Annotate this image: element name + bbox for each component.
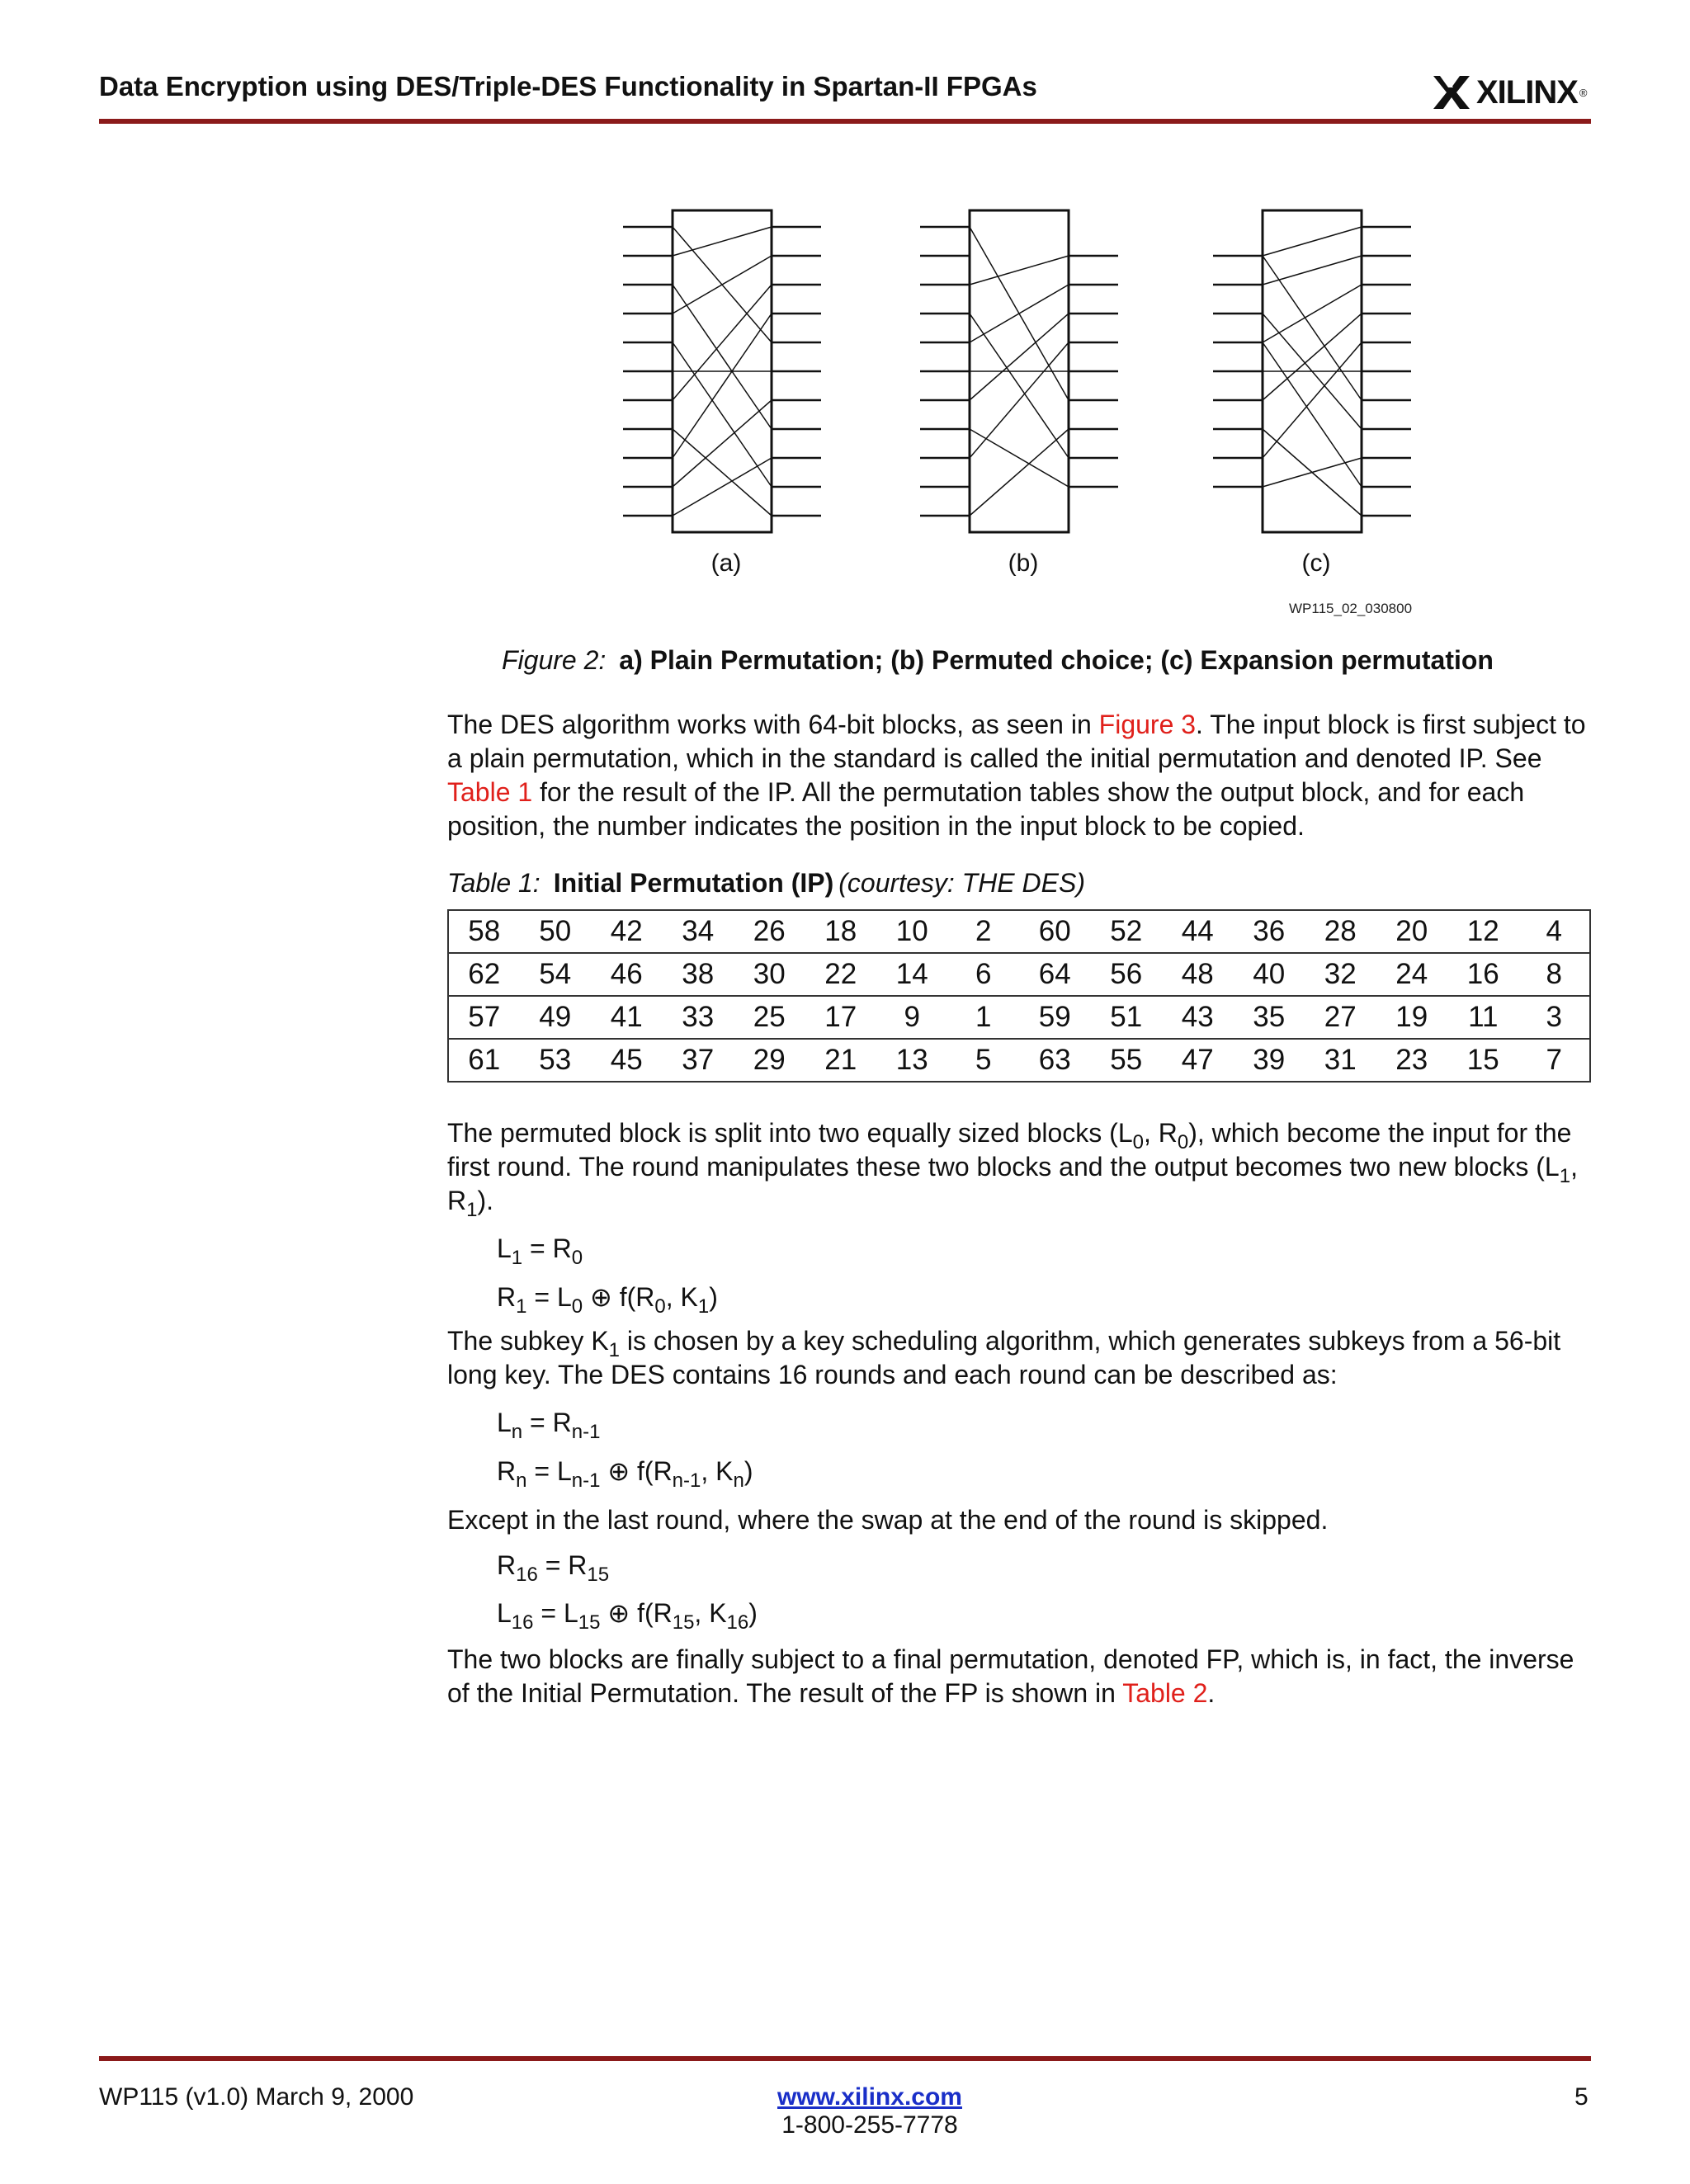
- table-cell: 22: [805, 953, 877, 996]
- permutation-figure: [611, 198, 1436, 586]
- table-cell: 24: [1376, 953, 1448, 996]
- table-cell: 20: [1376, 910, 1448, 953]
- eq-sub: 16: [511, 1611, 534, 1634]
- eq-text: = L: [526, 1282, 572, 1312]
- eq-text: R: [497, 1550, 517, 1580]
- table-cell: 1: [948, 996, 1020, 1039]
- eq-sub: n-1: [571, 1469, 601, 1492]
- intro-text: The DES algorithm works with 64-bit blocks, as seen in: [447, 710, 1099, 739]
- eq-text: ): [709, 1282, 718, 1312]
- eq-sub: 1: [511, 1247, 523, 1269]
- eq-text: = L: [533, 1598, 578, 1628]
- figure-caption: [502, 645, 1494, 676]
- table-cell: 12: [1447, 910, 1519, 953]
- figure-label-a: (a): [710, 550, 742, 577]
- table-cell: 17: [805, 996, 877, 1039]
- eq-text: R: [497, 1282, 517, 1312]
- intro-text: . The input block is first subject to a plain permutation, which in the standard is called the initial permutation and denoted IP. See: [447, 710, 1586, 773]
- table-cell: 13: [876, 1039, 948, 1082]
- table-1-link[interactable]: Table 1: [447, 777, 533, 807]
- equation-r1: [497, 1281, 718, 1318]
- eq-text: L: [497, 1598, 512, 1628]
- table-cell: 33: [663, 996, 734, 1039]
- table-cell: 3: [1519, 996, 1591, 1039]
- table-row: [448, 1039, 1590, 1082]
- table-cell: 37: [663, 1039, 734, 1082]
- figure-id: WP115_02_030800: [1289, 601, 1413, 616]
- permuted-choice-diagram: [920, 210, 1118, 532]
- eq-text: ⊕ f(R: [583, 1282, 655, 1312]
- table-row: [448, 953, 1590, 996]
- figure-label-b: (b): [1008, 550, 1039, 577]
- table-cell: 63: [1019, 1039, 1091, 1082]
- eq-text: ): [744, 1456, 753, 1486]
- table-cell: 10: [876, 910, 948, 953]
- table-cell: 34: [663, 910, 734, 953]
- table-cell: 44: [1162, 910, 1234, 953]
- table-cell: 46: [591, 953, 663, 996]
- table-cell: 51: [1091, 996, 1163, 1039]
- eq-text: = L: [526, 1456, 572, 1486]
- table-cell: 8: [1519, 953, 1591, 996]
- subscript: 1: [608, 1339, 621, 1361]
- table-cell: 7: [1519, 1039, 1591, 1082]
- table-cell: 57: [448, 996, 520, 1039]
- xilinx-logo-icon: [1432, 73, 1471, 112]
- equation-l1: [497, 1234, 583, 1269]
- table-cell: 40: [1234, 953, 1305, 996]
- table-cell: 45: [591, 1039, 663, 1082]
- table-cell: 6: [948, 953, 1020, 996]
- figure-caption-label: Figure 2:: [502, 645, 607, 675]
- document-version: WP115 (v1.0) March 9, 2000: [99, 2083, 414, 2111]
- intro-text: for the result of the IP. All the permutation tables show the output block, and for each position, the number indicates the position in the input block to be copied.: [447, 777, 1525, 841]
- eq-sub: n: [516, 1469, 527, 1492]
- intro-paragraph: [447, 708, 1603, 843]
- subscript: 1: [466, 1199, 478, 1221]
- eq-sub: 15: [578, 1611, 601, 1634]
- eq-sub: 16: [726, 1611, 749, 1634]
- table-cell: 50: [520, 910, 592, 953]
- eq-text: L: [497, 1408, 512, 1437]
- table-cell: 62: [448, 953, 520, 996]
- figure-3-link[interactable]: Figure 3: [1098, 710, 1197, 739]
- table-cell: 60: [1019, 910, 1091, 953]
- table-caption-label: Table 1:: [447, 868, 541, 898]
- table-cell: 54: [520, 953, 592, 996]
- table-caption-title: Initial Permutation (IP): [553, 868, 834, 898]
- figure-label-c: (c): [1301, 550, 1331, 577]
- website-link[interactable]: www.xilinx.com: [777, 2083, 962, 2111]
- table-cell: 56: [1091, 953, 1163, 996]
- text: , R: [447, 1152, 1578, 1215]
- header-rule: [99, 119, 1591, 124]
- eq-sub: n: [511, 1421, 523, 1443]
- text: ), which become the input for the first round. The round manipulates these two blocks and the output becomes two new blocks (L: [447, 1118, 1572, 1182]
- eq-text: = R: [522, 1234, 572, 1263]
- table-cell: 41: [591, 996, 663, 1039]
- table-2-link[interactable]: Table 2: [1122, 1678, 1208, 1708]
- table-cell: 23: [1376, 1039, 1448, 1082]
- table-cell: 35: [1234, 996, 1305, 1039]
- table-caption-courtesy: (courtesy: THE DES): [838, 868, 1085, 898]
- eq-text: ⊕ f(R: [600, 1598, 673, 1628]
- eq-text: , K: [665, 1282, 698, 1312]
- table-cell: 48: [1162, 953, 1234, 996]
- initial-permutation-table: [447, 909, 1591, 1083]
- equation-r16: [497, 1550, 610, 1586]
- table-caption: [447, 868, 1085, 899]
- eq-sub: n-1: [571, 1421, 601, 1443]
- text: , R: [1143, 1118, 1178, 1148]
- text: is chosen by a key scheduling algorithm, which generates subkeys from a 56-bit long key. The DES contains 16 rounds and each round can be described as:: [447, 1326, 1561, 1389]
- page-header-title: Data Encryption using DES/Triple-DES Functionality in Spartan-II FPGAs: [99, 71, 1037, 101]
- table-cell: 9: [876, 996, 948, 1039]
- table-cell: 61: [448, 1039, 520, 1082]
- table-cell: 2: [948, 910, 1020, 953]
- table-cell: 15: [1447, 1039, 1519, 1082]
- text: The permuted block is split into two equally sized blocks (L: [447, 1118, 1133, 1148]
- eq-text: ⊕ f(R: [600, 1456, 673, 1486]
- table-cell: 52: [1091, 910, 1163, 953]
- table-cell: 28: [1305, 910, 1376, 953]
- eq-sub: 1: [697, 1295, 710, 1318]
- table-cell: 27: [1305, 996, 1376, 1039]
- table-cell: 21: [805, 1039, 877, 1082]
- except-paragraph: Except in the last round, where the swap at the end of the round is skipped.: [447, 1505, 1329, 1535]
- eq-sub: 0: [571, 1295, 583, 1318]
- text: The subkey K: [447, 1326, 609, 1356]
- table-cell: 31: [1305, 1039, 1376, 1082]
- logo-registered-mark: ®: [1579, 86, 1588, 99]
- eq-sub: 16: [516, 1564, 538, 1586]
- text: The two blocks are finally subject to a final permutation, denoted FP, which is, in fact, the inverse of the Initial Permutation. The result of the FP is shown in: [447, 1644, 1574, 1708]
- table-cell: 49: [520, 996, 592, 1039]
- expansion-permutation-diagram: [1213, 210, 1411, 532]
- table-cell: 55: [1091, 1039, 1163, 1082]
- text: .: [1207, 1678, 1216, 1708]
- subkey-paragraph: [447, 1324, 1603, 1392]
- table-cell: 11: [1447, 996, 1519, 1039]
- eq-sub: 15: [672, 1611, 695, 1634]
- table-cell: 59: [1019, 996, 1091, 1039]
- figure-caption-text: a) Plain Permutation; (b) Permuted choice; (c) Expansion permutation: [619, 645, 1494, 675]
- equation-ln: [497, 1408, 601, 1443]
- equation-rn: [497, 1455, 753, 1492]
- eq-text: ): [748, 1598, 758, 1628]
- split-paragraph: [447, 1116, 1603, 1221]
- table-cell: 16: [1447, 953, 1519, 996]
- eq-sub: n-1: [672, 1469, 701, 1492]
- table-cell: 26: [734, 910, 805, 953]
- table-cell: 64: [1019, 953, 1091, 996]
- table-cell: 4: [1519, 910, 1591, 953]
- footer-rule: [99, 2056, 1591, 2061]
- subscript: 0: [1132, 1131, 1144, 1153]
- eq-text: R: [497, 1456, 517, 1486]
- table-cell: 38: [663, 953, 734, 996]
- eq-sub: 1: [516, 1295, 527, 1318]
- eq-text: , K: [694, 1598, 727, 1628]
- text: ).: [477, 1186, 494, 1215]
- table-cell: 43: [1162, 996, 1234, 1039]
- table-row: [448, 996, 1590, 1039]
- table-cell: 19: [1376, 996, 1448, 1039]
- table-cell: 42: [591, 910, 663, 953]
- table-cell: 30: [734, 953, 805, 996]
- eq-sub: n: [733, 1469, 744, 1492]
- subscript: 1: [1559, 1165, 1571, 1187]
- table-row: [448, 910, 1590, 953]
- xilinx-logo: [1432, 69, 1588, 116]
- plain-permutation-diagram: [623, 210, 821, 532]
- table-cell: 32: [1305, 953, 1376, 996]
- table-cell: 39: [1234, 1039, 1305, 1082]
- table-cell: 14: [876, 953, 948, 996]
- eq-sub: 0: [571, 1247, 583, 1269]
- logo-text: XILINX: [1476, 73, 1578, 111]
- eq-text: L: [497, 1234, 512, 1263]
- table-cell: 18: [805, 910, 877, 953]
- eq-text: = R: [522, 1408, 572, 1437]
- equation-l16: [497, 1597, 758, 1634]
- footer-contact: [680, 2083, 1060, 2139]
- table-cell: 36: [1234, 910, 1305, 953]
- final-paragraph: [447, 1643, 1603, 1710]
- table-cell: 47: [1162, 1039, 1234, 1082]
- phone-number: 1-800-255-7778: [781, 2111, 958, 2139]
- table-cell: 29: [734, 1039, 805, 1082]
- eq-sub: 15: [587, 1564, 610, 1586]
- table-cell: 5: [948, 1039, 1020, 1082]
- table-cell: 25: [734, 996, 805, 1039]
- table-cell: 58: [448, 910, 520, 953]
- eq-text: , K: [701, 1456, 734, 1486]
- subscript: 0: [1177, 1131, 1189, 1153]
- table-cell: 53: [520, 1039, 592, 1082]
- eq-sub: 0: [654, 1295, 666, 1318]
- page-number: 5: [1574, 2083, 1589, 2111]
- eq-text: = R: [537, 1550, 588, 1580]
